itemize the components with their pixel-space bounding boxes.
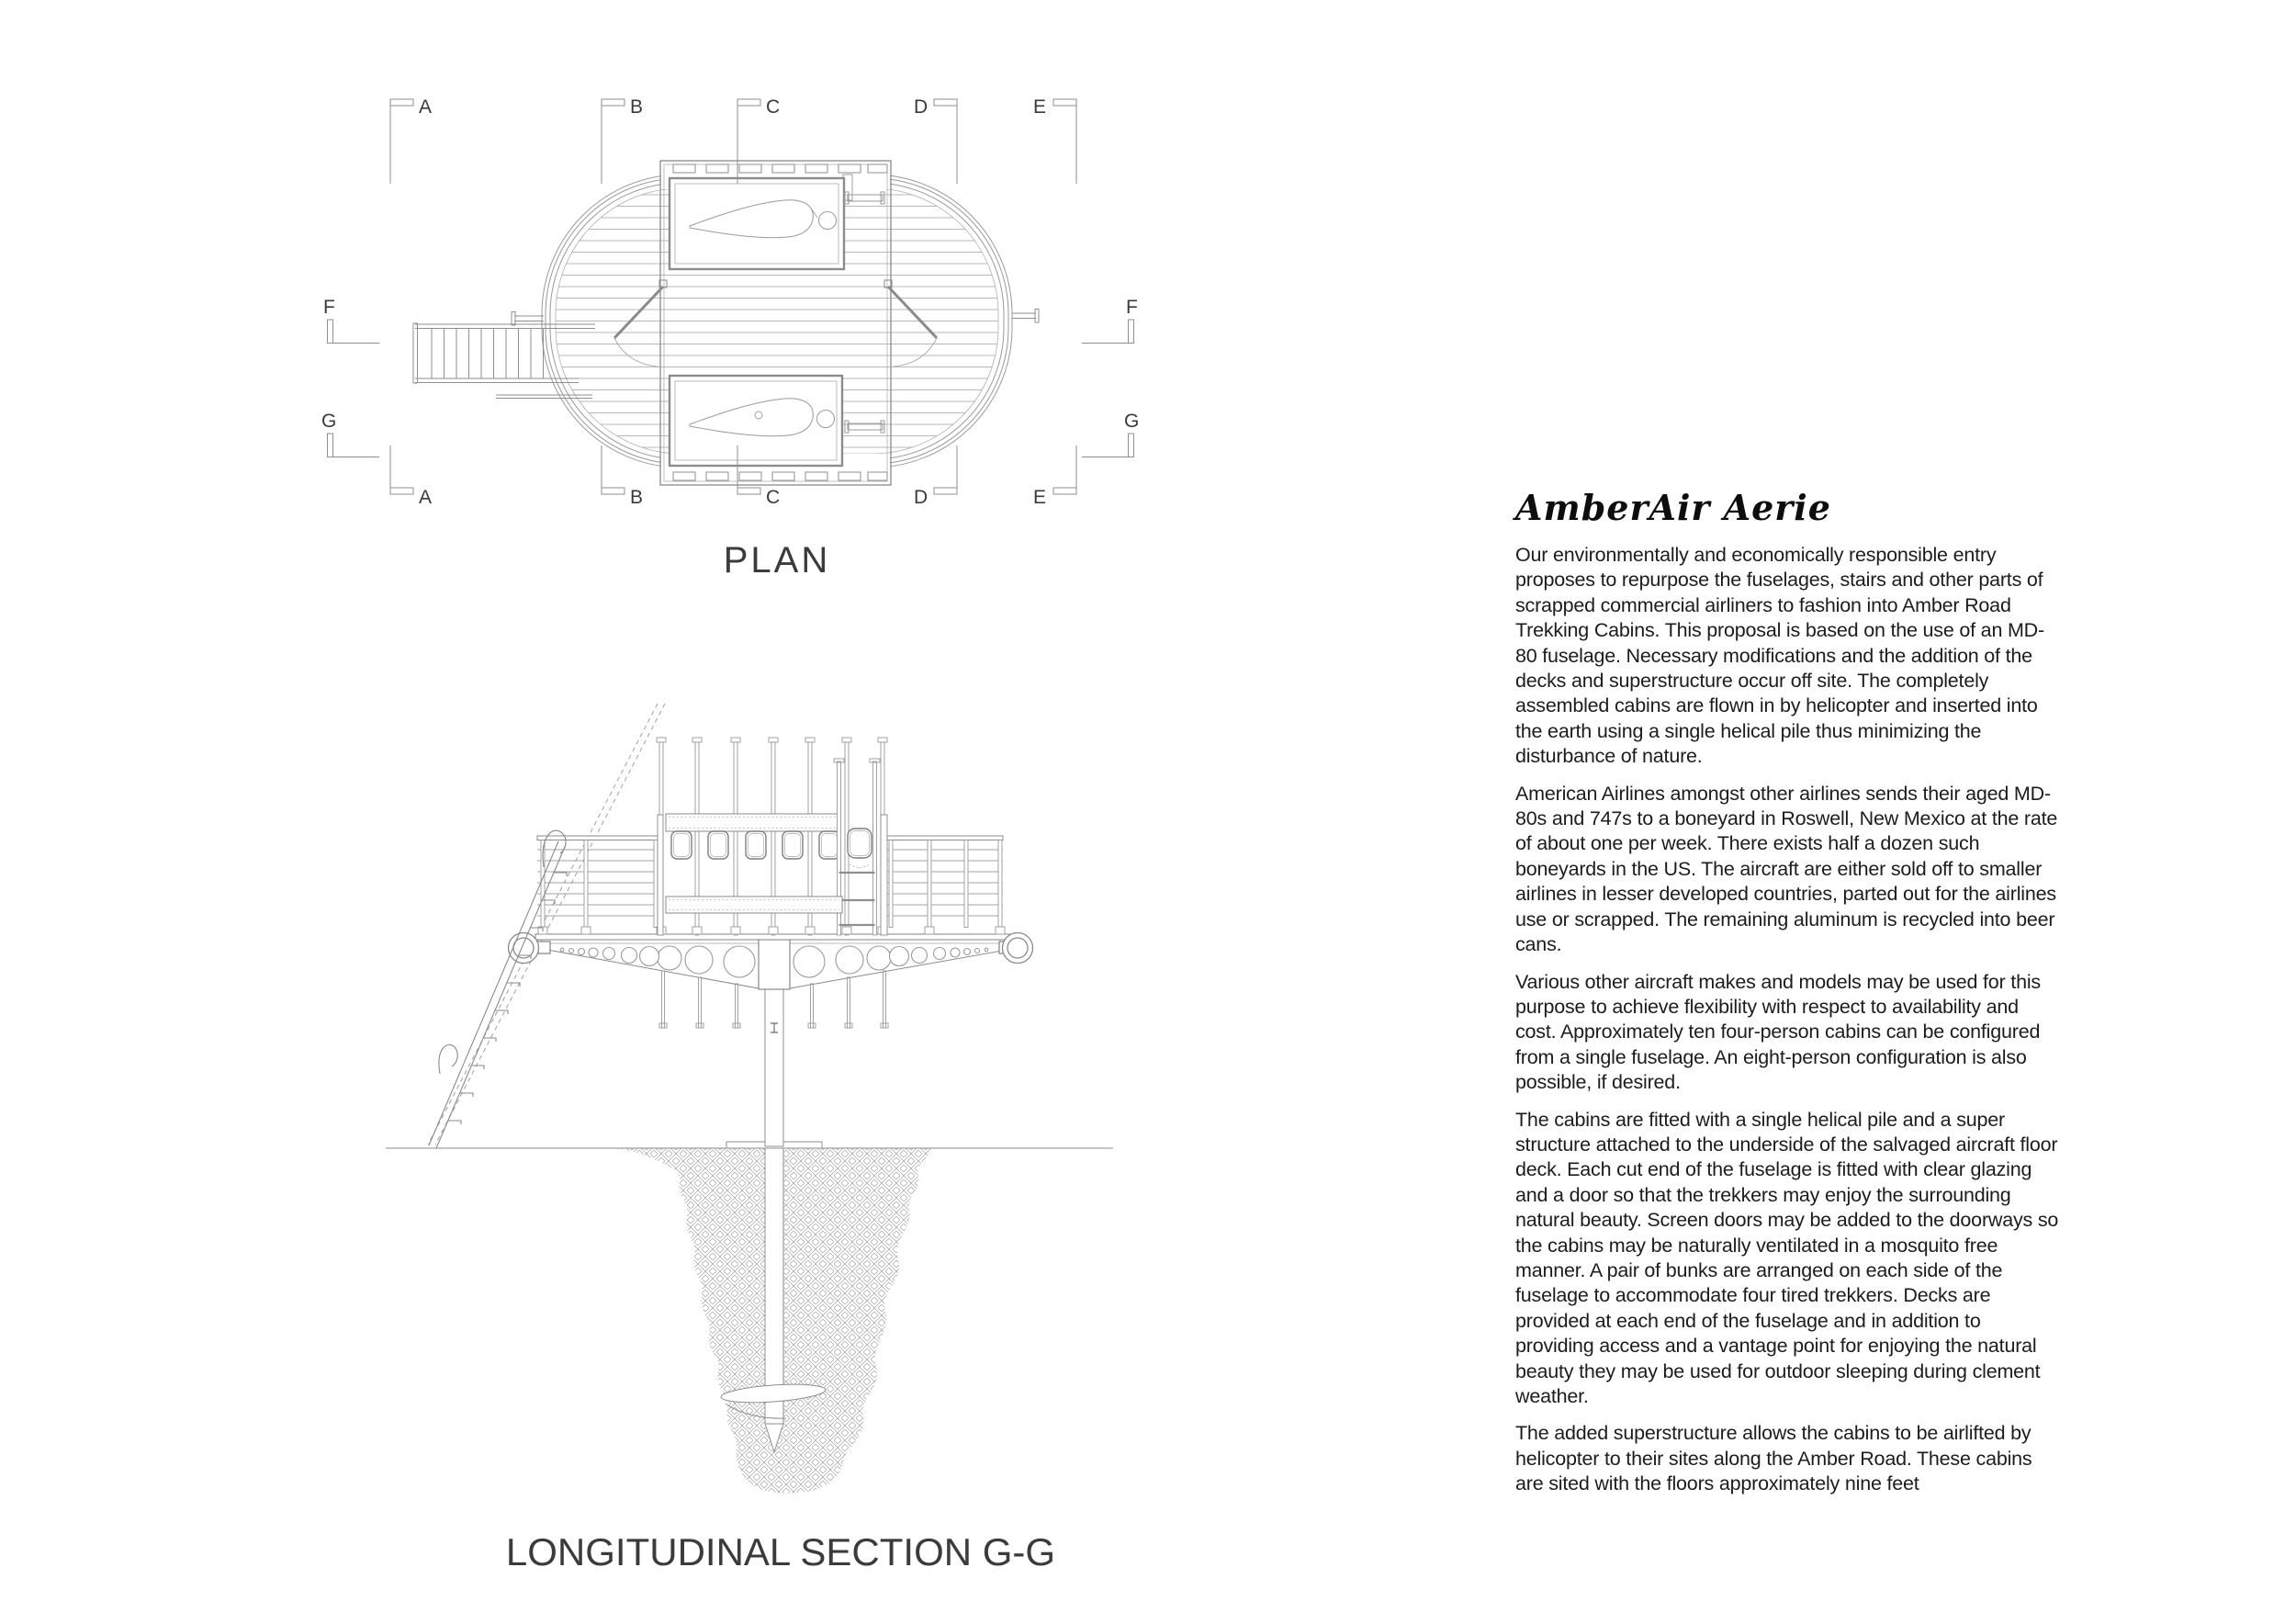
grid-marker-b-top <box>602 96 643 184</box>
pile-cap-box <box>759 940 790 989</box>
fuselage-lower-band <box>666 897 842 913</box>
pile-shaft <box>765 989 783 1146</box>
grid-label: F <box>323 297 335 318</box>
grid-marker-f-right <box>1082 297 1138 344</box>
grid-label: B <box>630 487 644 508</box>
grid-label: B <box>630 96 644 118</box>
grid-marker-e-bottom <box>1033 445 1076 508</box>
grid-label: G <box>1124 411 1140 432</box>
article-paragraph: Our environmentally and economically responsible entry proposes to repurpose the fuselages, stairs and other parts of scrapped commercial airliners to fashion into Amber Road Trekking Cabins. This proposal is based on the use of an MD-80 fuselage. Necessary modifications and the addition of the decks and superstructure occur off site. The completely assembled cabins are flown in by helicopter and inserted into the earth using a single helical pile thus minimizing the disturbance of nature. <box>1515 544 2044 768</box>
railing-right <box>887 836 1005 934</box>
grid-label: A <box>419 96 433 118</box>
article-paragraph: The added superstructure allows the cabins to be airlifted by helicopter to their sites along the Amber Road. These cabins are sited with the floors approximately nine feet <box>1515 1422 2032 1495</box>
grid-label: C <box>766 96 781 118</box>
grid-marker-g-left <box>321 411 379 457</box>
grid-label: G <box>321 411 337 432</box>
plan-bunk-room-bottom <box>670 376 842 466</box>
railing-left <box>537 836 658 934</box>
article-paragraph: Various other aircraft makes and models may be used for this purpose to achieve flexibility with respect to availability and cost. Approximately ten four-person cabins can be configured from a single fuselage. An eight-person configuration is also possible, if desired. <box>1515 970 2041 1094</box>
article-paragraph: American Airlines amongst other airlines sends their aged MD-80s and 747s to a boneyard in Roswell, New Mexico at the rate of about one per week. There exists half a dozen such boneyards in the US. The aircraft are either sold off to smaller airlines in lesser developed countries, parted out for the airlines use or scrapped. The remaining aluminum is recycled into beer cans. <box>1515 782 2058 956</box>
plan-tip-fitting-left <box>512 312 544 326</box>
plan-drawing <box>312 37 1176 524</box>
section-title: LONGITUDINAL SECTION G-G <box>505 1530 1056 1573</box>
boarding-ladder <box>429 830 567 1148</box>
grid-label: E <box>1033 96 1047 118</box>
fuselage-end-left <box>658 815 663 935</box>
article-title: AmberAir Aerie <box>1515 487 1831 528</box>
grid-label: A <box>419 487 433 508</box>
sleeper-head <box>817 411 835 428</box>
deck-plate <box>535 934 1019 940</box>
grid-label: E <box>1033 487 1047 508</box>
section-drawing <box>367 680 1139 1525</box>
grid-label: D <box>914 96 929 118</box>
grid-marker-a-top <box>390 96 432 184</box>
fuselage-upper-band <box>666 814 840 831</box>
grid-marker-e-top <box>1033 96 1076 184</box>
fuselage-end-right <box>881 815 887 935</box>
article-paragraph: The cabins are fitted with a single helical pile and a super structure attached to the underside of the salvaged aircraft floor deck. Each cut end of the fuselage is fitted with clear glazing and a door so that the trekkers may enjoy the surrounding natural beauty. Screen doors may be added to the doorways so the cabins may be naturally ventilated in a mosquito free manner. A pair of bunks are arranged on each side of the fuselage to accommodate four tired trekkers. Decks are provided at each end of the fuselage and in addition to providing access and a vantage point for enjoying the natural beauty they may be used for outdoor sleeping during clement weather. <box>1515 1108 2059 1407</box>
grid-marker-g-right <box>1082 411 1139 457</box>
article <box>1515 487 2059 1509</box>
grid-marker-f-left <box>323 297 379 344</box>
section-guide-line <box>428 704 665 1145</box>
sleeper-head <box>819 212 837 230</box>
plan-bunk-room-top <box>670 178 844 269</box>
plan-title: PLAN <box>723 540 831 581</box>
grid-label: D <box>914 487 929 508</box>
handrail-curl-bottom <box>439 1044 457 1074</box>
grid-label: F <box>1126 297 1138 318</box>
plan-tip-fitting-right <box>1012 310 1039 323</box>
grid-marker-d-top <box>914 96 957 184</box>
grid-marker-a-bottom <box>390 445 432 508</box>
grid-label: C <box>766 487 781 508</box>
